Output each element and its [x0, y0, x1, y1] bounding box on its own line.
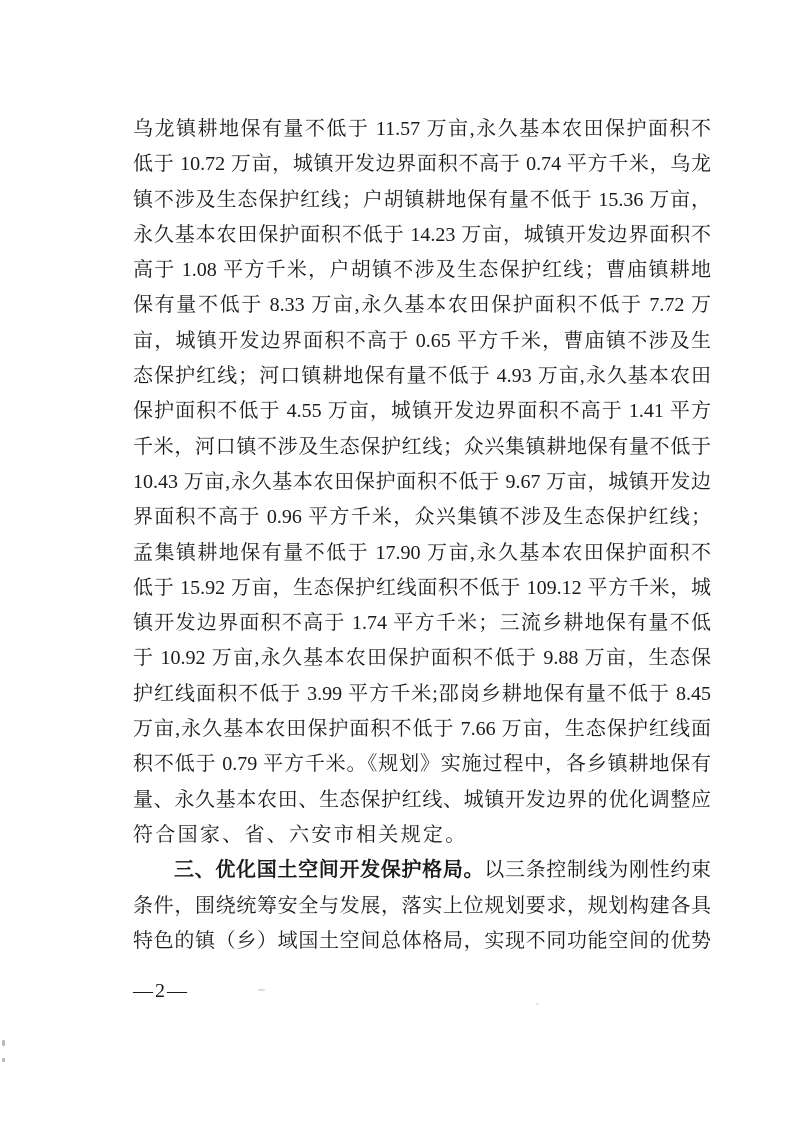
- text-segment: 保有量不低于 8.33 万亩,永久基本农田保护面积不低于 7.72 万: [133, 294, 711, 317]
- text-segment: 千米，河口镇不涉及生态保护红线；众兴集镇耕地保有量不低于: [133, 435, 711, 458]
- text-segment: 态保护红线；河口镇耕地保有量不低于 4.93 万亩,永久基本农田: [133, 365, 711, 388]
- text-segment: 低于 10.72 万亩，城镇开发边界面积不高于 0.74 平方千米，乌龙: [133, 153, 711, 176]
- scan-speck: [2, 1040, 5, 1046]
- text-line: [133, 394, 711, 429]
- text-segment: 镇开发边界面积不高于 1.74 平方千米；三流乡耕地保有量不低: [133, 612, 711, 635]
- text-segment: 永久基本农田保护面积不低于 14.23 万亩，城镇开发边界面积不: [133, 223, 711, 246]
- text-segment: 条件，围绕统筹安全与发展，落实上位规划要求，规划构建各具: [133, 894, 711, 917]
- text-segment: 积不低于 0.79 平方千米。《规划》实施过程中，各乡镇耕地保有: [133, 753, 711, 776]
- text-line: [133, 465, 711, 500]
- text-line: [133, 359, 711, 394]
- scan-speck: [2, 1058, 5, 1062]
- text-line: [133, 288, 711, 323]
- text-line: [133, 112, 711, 147]
- text-line: [133, 500, 711, 535]
- text-line: [133, 783, 711, 818]
- text-line: [133, 183, 711, 218]
- text-line: [133, 606, 711, 641]
- text-line: [133, 677, 711, 712]
- text-segment: 10.43 万亩,永久基本农田保护面积不低于 9.67 万亩，城镇开发边: [133, 470, 711, 493]
- text-line: [133, 571, 711, 606]
- text-segment: 乌龙镇耕地保有量不低于 11.57 万亩,永久基本农田保护面积不: [133, 118, 711, 140]
- text-line: [133, 712, 711, 747]
- text-line: [133, 430, 711, 465]
- text-line: [133, 924, 711, 959]
- text-segment: 特色的镇（乡）域国土空间总体格局，实现不同功能空间的优势: [133, 929, 711, 952]
- text-segment: 高于 1.08 平方千米，户胡镇不涉及生态保护红线；曹庙镇耕地: [133, 259, 711, 282]
- text-segment: 界面积不高于 0.96 平方千米，众兴集镇不涉及生态保护红线；: [133, 506, 711, 529]
- text-segment: 于 10.92 万亩,永久基本农田保护面积不低于 9.88 万亩，生态保: [133, 647, 711, 670]
- page-number: —2—: [133, 980, 189, 1002]
- text-segment: 保护面积不低于 4.55 万亩，城镇开发边界面积不高于 1.41 平方: [133, 400, 711, 423]
- text-segment: 护红线面积不低于 3.99 平方千米;邵岗乡耕地保有量不低于 8.45: [133, 682, 711, 705]
- text-line: [133, 853, 711, 888]
- text-segment: 以三条控制线为刚性约束: [484, 859, 711, 882]
- text-line: [133, 253, 711, 288]
- text-line: [133, 218, 711, 253]
- text-segment: 亩，城镇开发边界面积不高于 0.65 平方千米，曹庙镇不涉及生: [133, 329, 711, 352]
- text-segment: 低于 15.92 万亩，生态保护红线面积不低于 109.12 平方千米，城: [133, 576, 711, 599]
- section-heading: 三、优化国土空间开发保护格局。: [174, 859, 485, 882]
- text-line: [133, 536, 711, 571]
- text-line: [133, 889, 711, 924]
- text-line: [133, 324, 711, 359]
- text-line: [133, 747, 711, 782]
- text-segment: 量、永久基本农田、生态保护红线、城镇开发边界的优化调整应: [133, 788, 711, 811]
- scan-speck: [258, 989, 265, 991]
- text-line: [133, 641, 711, 676]
- scan-speck: [536, 1003, 539, 1005]
- text-line: [133, 147, 711, 182]
- text-segment: 万亩,永久基本农田保护面积不低于 7.66 万亩，生态保护红线面: [133, 718, 711, 741]
- document-text-block: [133, 112, 711, 959]
- text-segment: 镇不涉及生态保护红线；户胡镇耕地保有量不低于 15.36 万亩，: [133, 188, 711, 211]
- text-line: [133, 818, 711, 853]
- text-segment: 孟集镇耕地保有量不低于 17.90 万亩,永久基本农田保护面积不: [133, 541, 711, 564]
- text-segment: 符合国家、省、六安市相关规定。: [133, 823, 468, 846]
